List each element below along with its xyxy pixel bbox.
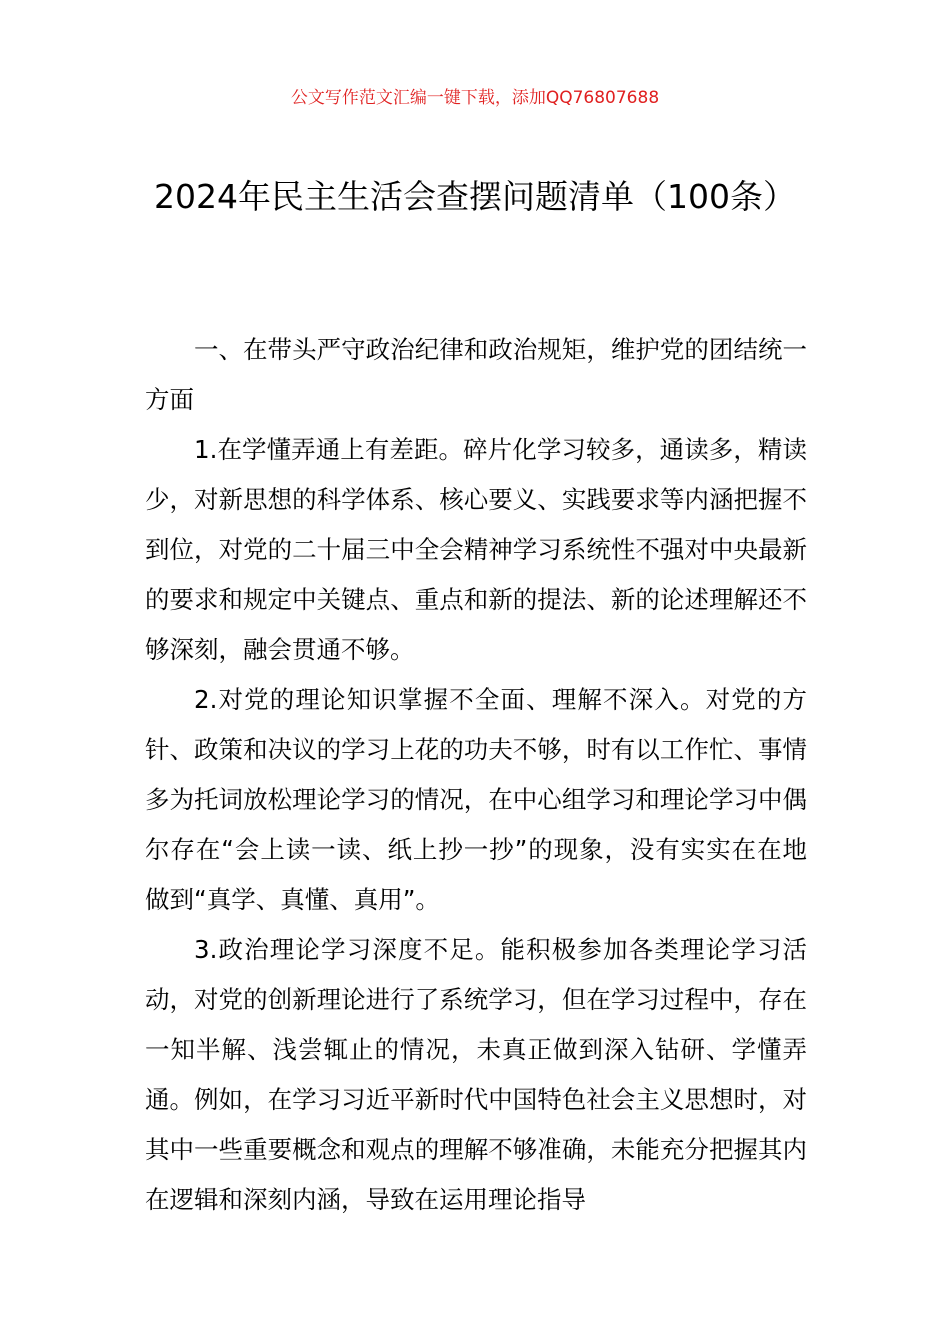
document-body <box>145 325 807 1225</box>
section-heading: 一、在带头严守政治纪律和政治规矩，维护党的团结统一方面 <box>145 335 807 414</box>
promo-line: 公文写作范文汇编一键下载，添加QQ76807688 <box>290 88 660 108</box>
list-item: 3.政治理论学习深度不足。能积极参加各类理论学习活动，对党的创新理论进行了系统学习，但在学习过程中，存在一知半解、浅尝辄止的情况，未真正做到深入钻研、学懂弄通。例如，在学习习近平新时代中国特色社会主义思想时，对其中一些重要概念和观点的理解不够准确，未能充分把握其内在逻辑和深刻内涵，导致在运用理论指导 <box>145 935 807 1214</box>
document-title: 2024年民主生活会查摆问题清单（100条） <box>154 177 796 216</box>
list-item: 2.对党的理论知识掌握不全面、理解不深入。对党的方针、政策和决议的学习上花的功夫不够，时有以工作忙、事情多为托词放松理论学习的情况，在中心组学习和理论学习中偶尔存在“会上读一读、纸上抄一抄”的现象，没有实实在在地做到“真学、真懂、真用”。 <box>145 685 807 914</box>
list-item: 1.在学懂弄通上有差距。碎片化学习较多，通读多，精读少，对新思想的科学体系、核心要义、实践要求等内涵把握不到位，对党的二十届三中全会精神学习系统性不强对中央最新的要求和规定中关键点、重点和新的提法、新的论述理解还不够深刻，融会贯通不够。 <box>145 435 807 664</box>
